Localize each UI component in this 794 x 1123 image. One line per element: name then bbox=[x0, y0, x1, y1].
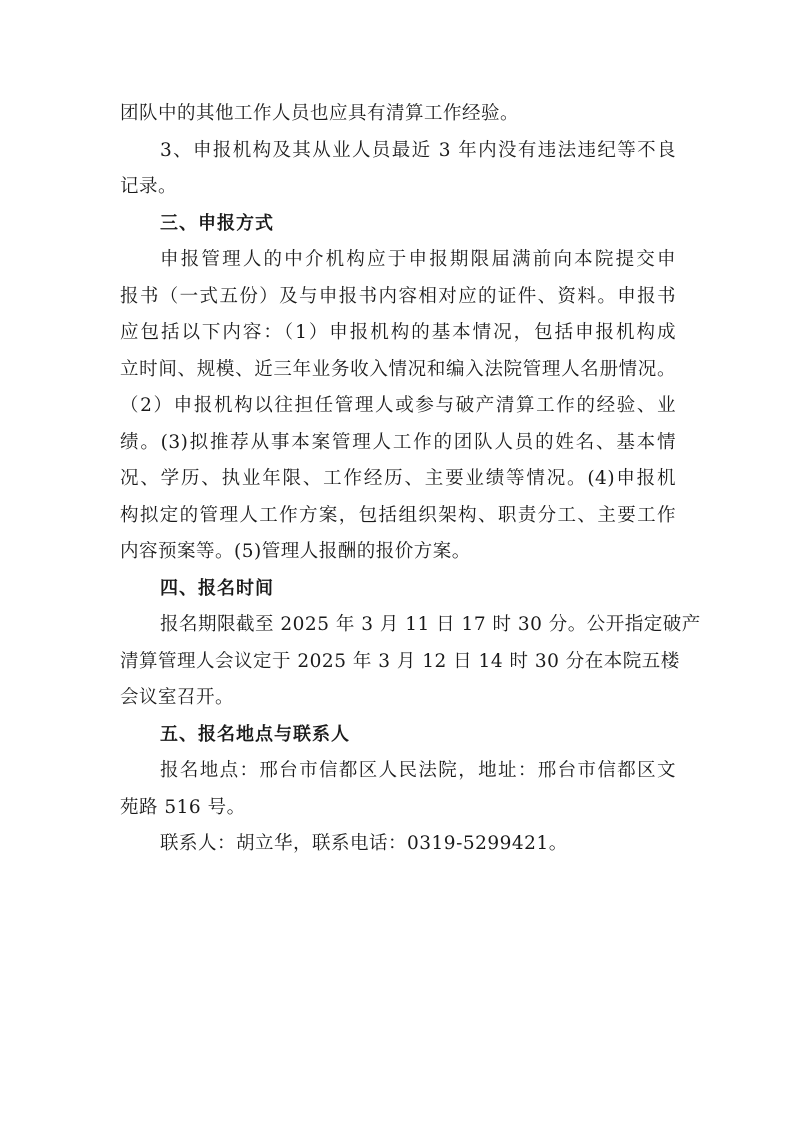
paragraph-line: 立时间、规模、近三年业务收入情况和编入法院管理人名册情况。 bbox=[120, 358, 676, 380]
paragraph-line: 记录。 bbox=[120, 176, 178, 197]
paragraph-line: 联系人：胡立华，联系电话：0319-5299421。 bbox=[160, 833, 568, 854]
paragraph-line: （2）申报机构以往担任管理人或参与破产清算工作的经验、业 bbox=[120, 395, 676, 416]
section-heading: 三、申报方式 bbox=[160, 212, 274, 234]
paragraph-line: 清算管理人会议定于 2025 年 3 月 12 日 14 时 30 分在本院五楼 bbox=[120, 650, 680, 672]
paragraph-line: 苑路 516 号。 bbox=[120, 796, 246, 818]
paragraph-line: 报名期限截至 2025 年 3 月 11 日 17 时 30 分。公开指定破产 bbox=[160, 614, 701, 635]
paragraph-line: 报书（一式五份）及与申报书内容相对应的证件、资料。申报书 bbox=[120, 285, 676, 307]
paragraph-line: 报名地点：邢台市信都区人民法院，地址：邢台市信都区文 bbox=[160, 760, 676, 781]
paragraph-line: 内容预案等。(5)管理人报酬的报价方案。 bbox=[120, 541, 471, 562]
paragraph-line: 绩。(3)拟推荐从事本案管理人工作的团队人员的姓名、基本情 bbox=[120, 431, 676, 453]
paragraph-line: 况、学历、执业年限、工作经历、主要业绩等情况。(4)申报机 bbox=[120, 468, 676, 489]
paragraph-line: 构拟定的管理人工作方案，包括组织架构、职责分工、主要工作 bbox=[120, 504, 676, 526]
paragraph-line: 应包括以下内容：（1）申报机构的基本情况，包括申报机构成 bbox=[120, 322, 676, 343]
section-heading: 四、报名时间 bbox=[160, 577, 274, 599]
paragraph-line: 会议室召开。 bbox=[120, 687, 235, 708]
document-page bbox=[120, 96, 701, 863]
paragraph-line: 团队中的其他工作人员也应具有清算工作经验。 bbox=[120, 103, 520, 124]
paragraph-line: 3、申报机构及其从业人员最近 3 年内没有违法违纪等不良 bbox=[160, 139, 676, 161]
paragraph-line: 申报管理人的中介机构应于申报期限届满前向本院提交申 bbox=[160, 249, 676, 270]
section-heading: 五、报名地点与联系人 bbox=[160, 723, 350, 745]
